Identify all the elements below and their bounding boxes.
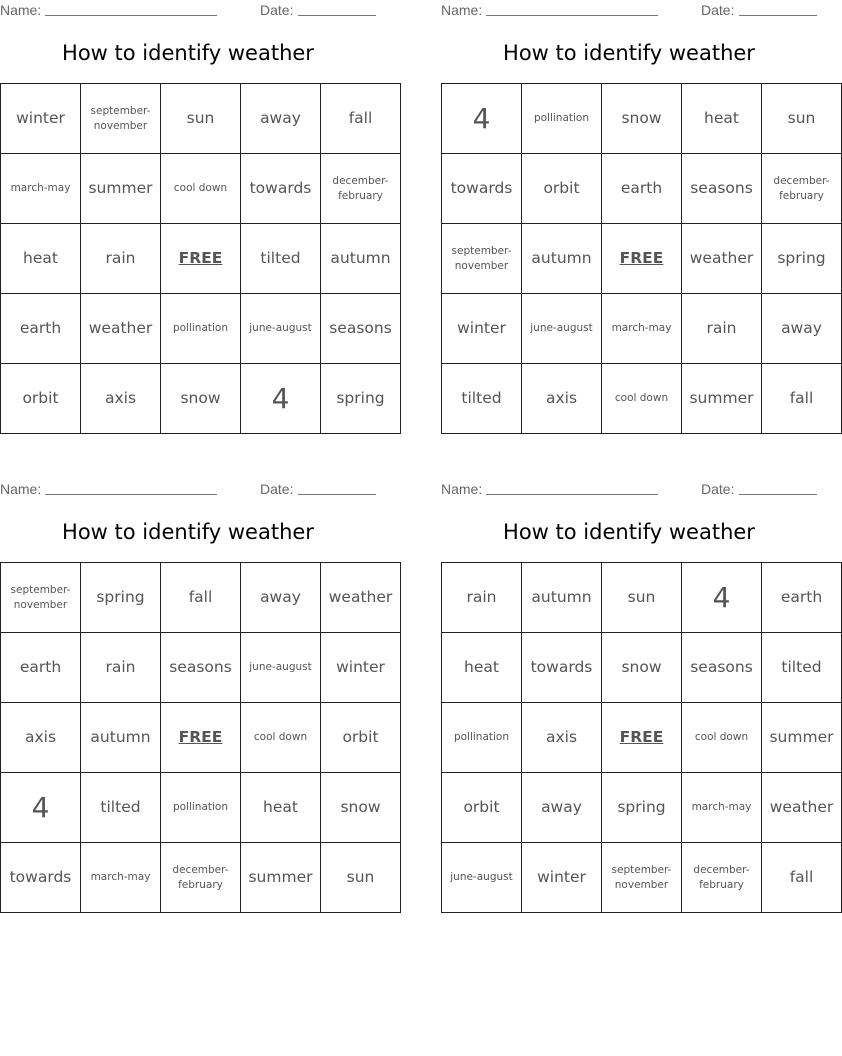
free-space: FREE [161,224,241,294]
bingo-cell: 4 [682,563,762,633]
bingo-row [442,364,842,434]
date-label: Date: [260,481,294,497]
free-space: FREE [602,703,682,773]
card-header [0,481,376,499]
bingo-cell: fall [762,364,842,434]
bingo-cell: sun [161,84,241,154]
bingo-row [1,563,401,633]
bingo-cell: cool down [241,703,321,773]
bingo-cell: sun [321,843,401,913]
bingo-cell: summer [762,703,842,773]
bingo-row [1,294,401,364]
bingo-cell: tilted [442,364,522,434]
bingo-row [1,154,401,224]
bingo-cell: december-february [762,154,842,224]
name-label: Name: [441,2,483,18]
bingo-cell: away [762,294,842,364]
card-title: How to identify weather [503,41,755,65]
name-label: Name: [441,481,483,497]
bingo-row [1,224,401,294]
bingo-row [1,843,401,913]
bingo-row [442,633,842,703]
bingo-cell: axis [1,703,81,773]
bingo-cell: earth [1,633,81,703]
bingo-cell: orbit [522,154,602,224]
name-line[interactable] [486,494,658,495]
bingo-cell: axis [522,703,602,773]
bingo-cell: tilted [241,224,321,294]
bingo-cell: pollination [442,703,522,773]
bingo-cell: orbit [321,703,401,773]
bingo-cell: winter [1,84,81,154]
bingo-grid [441,562,842,913]
bingo-row [442,84,842,154]
bingo-cell: towards [442,154,522,224]
card-title: How to identify weather [503,520,755,544]
bingo-cell: towards [522,633,602,703]
bingo-cell: autumn [522,224,602,294]
bingo-cell: snow [321,773,401,843]
bingo-card [441,0,830,440]
bingo-cell: pollination [522,84,602,154]
bingo-cell: autumn [321,224,401,294]
bingo-cell: heat [442,633,522,703]
date-line[interactable] [739,494,817,495]
bingo-cell: summer [241,843,321,913]
bingo-cell: winter [321,633,401,703]
card-header [441,2,817,20]
bingo-cell: earth [1,294,81,364]
bingo-cell: september-november [1,563,81,633]
free-space: FREE [161,703,241,773]
bingo-cell: september-november [81,84,161,154]
bingo-cell: september-november [442,224,522,294]
bingo-cell: snow [602,633,682,703]
bingo-row [442,703,842,773]
bingo-cell: seasons [682,633,762,703]
bingo-row [442,773,842,843]
bingo-cell: autumn [81,703,161,773]
bingo-cell: december-february [161,843,241,913]
date-label: Date: [701,481,735,497]
bingo-cell: march-may [602,294,682,364]
bingo-cell: heat [682,84,762,154]
bingo-cell: 4 [241,364,321,434]
bingo-cell: june-august [241,294,321,364]
bingo-cell: sun [602,563,682,633]
bingo-cell: summer [81,154,161,224]
date-line[interactable] [298,15,376,16]
bingo-cell: spring [321,364,401,434]
bingo-cell: spring [762,224,842,294]
bingo-cell: seasons [682,154,762,224]
bingo-cell: march-may [1,154,81,224]
bingo-cell: june-august [442,843,522,913]
bingo-card [0,0,392,440]
bingo-cell: away [522,773,602,843]
bingo-cell: pollination [161,773,241,843]
bingo-cell: cool down [602,364,682,434]
bingo-cell: seasons [161,633,241,703]
bingo-cell: winter [442,294,522,364]
bingo-cell: spring [602,773,682,843]
bingo-cell: weather [682,224,762,294]
bingo-cell: tilted [81,773,161,843]
bingo-cell: heat [1,224,81,294]
bingo-row [442,563,842,633]
bingo-row [1,773,401,843]
bingo-cell: sun [762,84,842,154]
bingo-cell: weather [81,294,161,364]
bingo-cell: spring [81,563,161,633]
bingo-row [442,294,842,364]
bingo-cell: march-may [682,773,762,843]
card-header [0,2,376,20]
bingo-cell: autumn [522,563,602,633]
bingo-grid [441,83,842,434]
bingo-cell: rain [442,563,522,633]
bingo-cell: summer [682,364,762,434]
bingo-cell: snow [602,84,682,154]
bingo-cell: cool down [161,154,241,224]
bingo-cell: rain [81,633,161,703]
bingo-cell: fall [161,563,241,633]
bingo-cell: tilted [762,633,842,703]
bingo-row [1,364,401,434]
bingo-row [1,703,401,773]
bingo-cell: rain [682,294,762,364]
bingo-cell: orbit [1,364,81,434]
bingo-cell: september-november [602,843,682,913]
card-header [441,481,817,499]
card-title: How to identify weather [62,520,314,544]
bingo-cell: pollination [161,294,241,364]
name-label: Name: [0,481,42,497]
bingo-card [0,479,393,919]
bingo-cell: rain [81,224,161,294]
bingo-cell: snow [161,364,241,434]
bingo-cell: towards [241,154,321,224]
free-space: FREE [602,224,682,294]
bingo-row [442,154,842,224]
bingo-cell: 4 [442,84,522,154]
bingo-cell: away [241,563,321,633]
bingo-cell: towards [1,843,81,913]
bingo-card [441,479,834,919]
bingo-row [1,633,401,703]
bingo-cell: march-may [81,843,161,913]
bingo-cell: june-august [241,633,321,703]
bingo-cell: away [241,84,321,154]
bingo-grid [0,83,401,434]
bingo-row [442,843,842,913]
date-label: Date: [701,2,735,18]
bingo-grid [0,562,401,913]
bingo-row [442,224,842,294]
bingo-cell: weather [321,563,401,633]
name-label: Name: [0,2,42,18]
bingo-cell: winter [522,843,602,913]
bingo-cell: heat [241,773,321,843]
bingo-cell: axis [522,364,602,434]
bingo-cell: 4 [1,773,81,843]
bingo-cell: seasons [321,294,401,364]
name-line[interactable] [486,15,658,16]
date-label: Date: [260,2,294,18]
name-line[interactable] [45,494,217,495]
name-line[interactable] [45,15,217,16]
bingo-cell: cool down [682,703,762,773]
bingo-cell: orbit [442,773,522,843]
bingo-cell: weather [762,773,842,843]
bingo-cell: december-february [321,154,401,224]
bingo-row [1,84,401,154]
date-line[interactable] [298,494,376,495]
card-title: How to identify weather [62,41,314,65]
bingo-cell: december-february [682,843,762,913]
bingo-cell: fall [762,843,842,913]
bingo-cell: earth [762,563,842,633]
bingo-cell: june-august [522,294,602,364]
date-line[interactable] [739,15,817,16]
bingo-cell: earth [602,154,682,224]
bingo-cell: axis [81,364,161,434]
bingo-cell: fall [321,84,401,154]
